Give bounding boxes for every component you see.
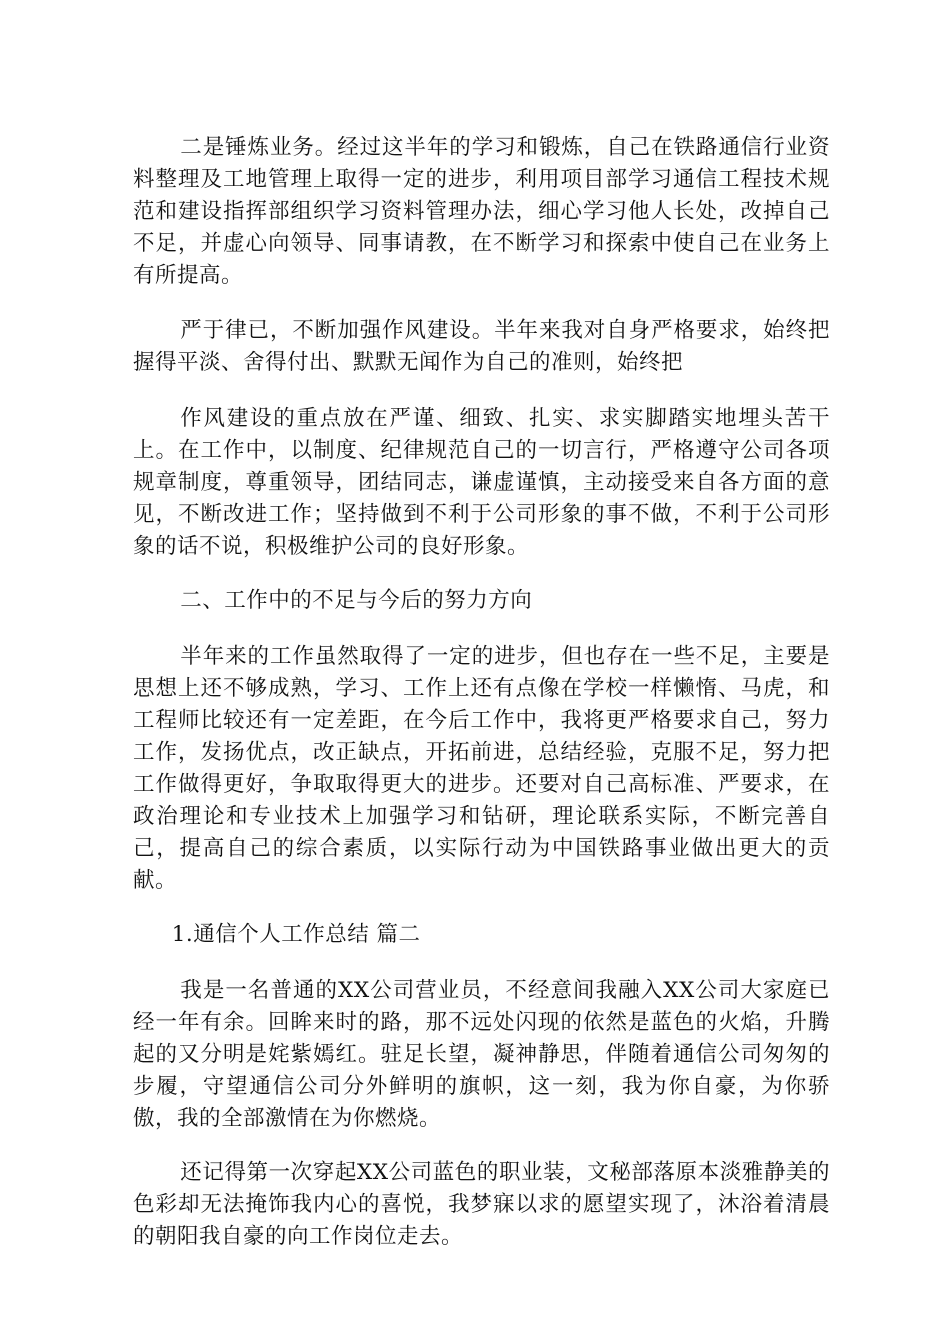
paragraph-self-discipline: 严于律已，不断加强作风建设。半年来我对自身严格要求，始终把握得平淡、舍得付出、默默无闻作为自己的准则，始终把 — [133, 318, 830, 375]
section-heading-part-two: 1.通信个人工作总结 篇二 — [171, 922, 421, 947]
paragraph-first-uniform: 还记得第一次穿起XX公司蓝色的职业装，文秘部落原本淡雅静美的色彩却无法掩饰我内心的喜悦，我梦寐以求的愿望实现了，沐浴着清晨的朝阳我自豪的向工作岗位走去。 — [133, 1160, 830, 1249]
paragraph-work-style: 作风建设的重点放在严谨、细致、扎实、求实脚踏实地埋头苦干上。在工作中，以制度、纪律规范自己的一切言行，严格遵守公司各项规章制度，尊重领导，团结同志，谦虚谨慎，主动接受来自各方面的意见，不断改进工作；坚持做到不利于公司形象的事不做，不利于公司形象的话不说，积极维护公司的良好形象。 — [133, 406, 830, 559]
paragraph-shortcomings: 半年来的工作虽然取得了一定的进步，但也存在一些不足，主要是思想上还不够成熟，学习、工作上还有点像在学校一样懒惰、马虎，和工程师比较还有一定差距，在今后工作中，我将更严格要求自己，努力工作，发扬优点，改正缺点，开拓前进，总结经验，克服不足，努力把工作做得更好，争取取得更大的进步。还要对自己高标准、严要求，在政治理论和专业技术上加强学习和钻研，理论联系实际，不断完善自己，提高自己的综合素质，以实际行动为中国铁路事业做出更大的贡献。 — [133, 644, 830, 893]
paragraph-introduction: 我是一名普通的XX公司营业员，不经意间我融入XX公司大家庭已经一年有余。回眸来时的路，那不远处闪现的依然是蓝色的火焰，升腾起的又分明是姹紫嫣红。驻足长望，凝神静思，伴随着通信公司匆匆的步履，守望通信公司分外鲜明的旗帜，这一刻，我为你自豪，为你骄傲，我的全部激情在为你燃烧。 — [133, 978, 830, 1131]
section-heading-shortcomings: 二、工作中的不足与今后的努力方向 — [180, 588, 533, 613]
paragraph-business-training: 二是锤炼业务。经过这半年的学习和锻炼，自己在铁路通信行业资料整理及工地管理上取得一定的进步，利用项目部学习通信工程技术规范和建设指挥部组织学习资料管理办法，细心学习他人长处，改掉自己不足，并虚心向领导、同事请教，在不断学习和探索中使自己在业务上有所提高。 — [133, 135, 830, 288]
